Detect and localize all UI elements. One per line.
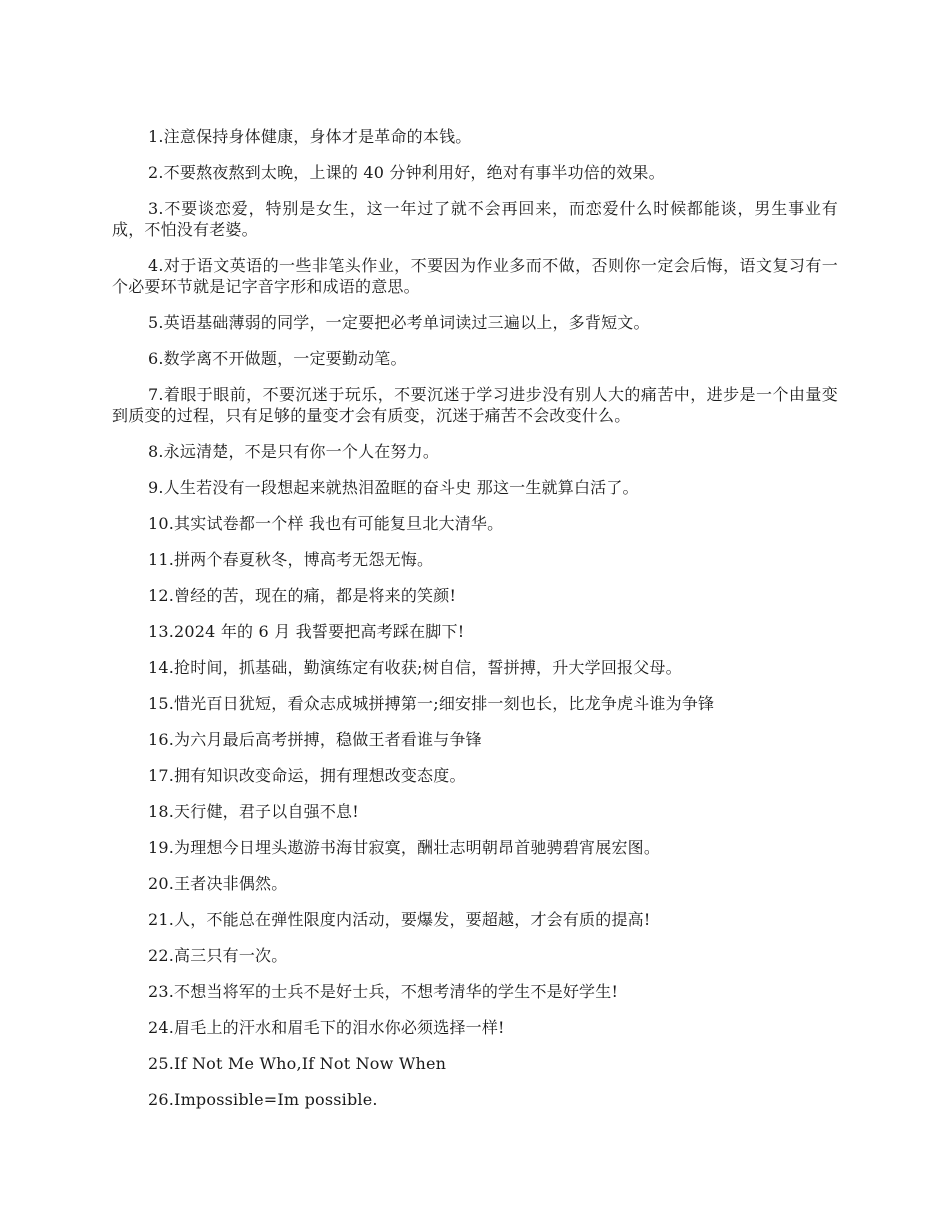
list-item: 26.Impossible=Im possible. — [148, 1090, 378, 1109]
list-item: 8.永远清楚，不是只有你一个人在努力。 — [148, 442, 440, 461]
list-item: 4.对于语文英语的一些非笔头作业，不要因为作业多而不做，否则你一定会后悔，语文复习有一个必要环节就是记字音字形和成语的意思。 — [112, 256, 838, 296]
list-item: 11.拼两个春夏秋冬，博高考无怨无悔。 — [148, 550, 434, 569]
list-item: 17.拥有知识改变命运，拥有理想改变态度。 — [148, 766, 466, 785]
list-item: 14.抢时间，抓基础，勤演练定有收获;树自信，誓拼搏，升大学回报父母。 — [148, 658, 682, 677]
list-item: 9.人生若没有一段想起来就热泪盈眶的奋斗史 那这一生就算白活了。 — [148, 478, 639, 497]
list-item: 22.高三只有一次。 — [148, 946, 288, 965]
list-item: 19.为理想今日埋头遨游书海甘寂寞，酬壮志明朝昂首驰骋碧宵展宏图。 — [148, 838, 661, 857]
list-item: 25.If Not Me Who,If Not Now When — [148, 1054, 447, 1073]
list-item: 21.人，不能总在弹性限度内活动，要爆发，要超越，才会有质的提高! — [148, 910, 651, 929]
list-item: 13.2024 年的 6 月 我誓要把高考踩在脚下! — [148, 622, 465, 641]
list-item: 16.为六月最后高考拼搏，稳做王者看谁与争锋 — [148, 730, 482, 749]
list-item: 23.不想当将军的士兵不是好士兵，不想考清华的学生不是好学生! — [148, 982, 619, 1001]
list-item: 1.注意保持身体健康，身体才是革命的本钱。 — [148, 127, 472, 146]
list-item: 15.惜光百日犹短，看众志成城拼搏第一;细安排一刻也长，比龙争虎斗谁为争锋 — [148, 694, 715, 713]
list-item: 20.王者决非偶然。 — [148, 874, 288, 893]
list-item: 24.眉毛上的汗水和眉毛下的泪水你必须选择一样! — [148, 1018, 505, 1037]
list-item: 6.数学离不开做题，一定要勤动笔。 — [148, 349, 407, 368]
list-item: 7.着眼于眼前，不要沉迷于玩乐，不要沉迷于学习进步没有别人大的痛苦中，进步是一个由量变到质变的过程，只有足够的量变才会有质变，沉迷于痛苦不会改变什么。 — [112, 385, 838, 425]
list-item: 3.不要谈恋爱，特别是女生，这一年过了就不会再回来，而恋爱什么时候都能谈，男生事业有成，不怕没有老婆。 — [112, 199, 838, 239]
list-item: 10.其实试卷都一个样 我也有可能复旦北大清华。 — [148, 514, 504, 533]
list-item: 2.不要熬夜熬到太晚，上课的 40 分钟利用好，绝对有事半功倍的效果。 — [148, 163, 665, 182]
list-item: 5.英语基础薄弱的同学，一定要把必考单词读过三遍以上，多背短文。 — [148, 313, 650, 332]
list-item: 12.曾经的苦，现在的痛，都是将来的笑颜! — [148, 586, 457, 605]
list-item: 18.天行健，君子以自强不息! — [148, 802, 359, 821]
document-body — [112, 126, 838, 1125]
